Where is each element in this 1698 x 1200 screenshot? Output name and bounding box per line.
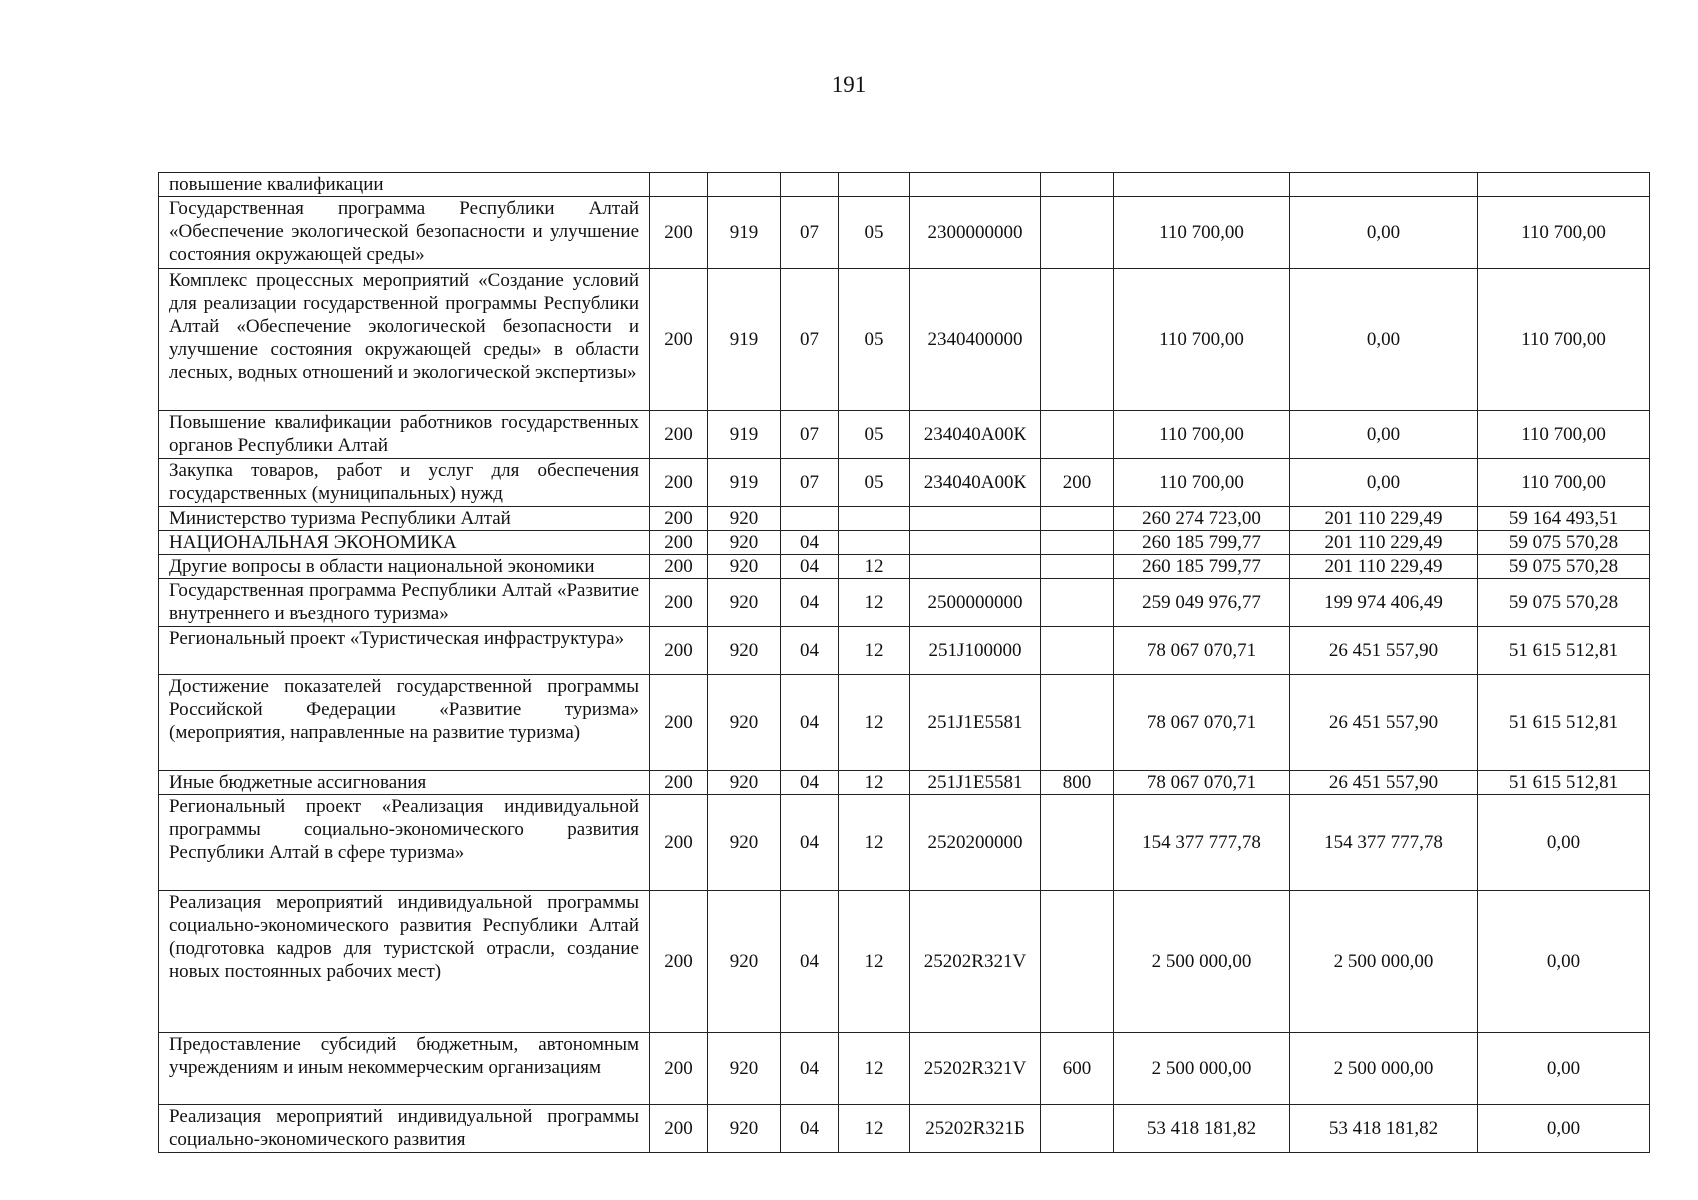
amount-federal-cell: 201 110 229,49 <box>1290 531 1478 555</box>
target-article-cell: 251J100000 <box>910 627 1041 675</box>
ministry-code-cell <box>708 173 781 197</box>
budget-item-name: Государственная программа Республики Алтай «Обеспечение экологической безопасности и улучшение состояния окружающей среды» <box>159 197 650 269</box>
expense-type-cell <box>1041 411 1114 459</box>
ministry-code-cell: 920 <box>708 675 781 771</box>
table-row <box>159 795 1650 891</box>
expense-type-cell <box>1041 675 1114 771</box>
budget-item-name: Другие вопросы в области национальной экономики <box>159 555 650 579</box>
expense-type-cell <box>1041 1105 1114 1153</box>
ministry-code-cell: 920 <box>708 1105 781 1153</box>
amount-regional-cell: 59 075 570,28 <box>1478 531 1650 555</box>
page-number: 191 <box>831 72 867 97</box>
subsection-code-cell: 12 <box>839 579 910 627</box>
subsection-code-cell: 05 <box>839 459 910 507</box>
ministry-code-cell: 920 <box>708 771 781 795</box>
ministry-code-cell: 920 <box>708 627 781 675</box>
table-row <box>159 555 1650 579</box>
amount-total-cell: 2 500 000,00 <box>1114 1033 1290 1105</box>
section-code-cell: 04 <box>781 771 839 795</box>
ministry-code-cell: 919 <box>708 269 781 411</box>
amount-regional-cell: 110 700,00 <box>1478 269 1650 411</box>
target-article-cell: 2500000000 <box>910 579 1041 627</box>
code-cell: 200 <box>650 507 708 531</box>
target-article-cell: 251J1E5581 <box>910 675 1041 771</box>
code-cell: 200 <box>650 795 708 891</box>
ministry-code-cell: 919 <box>708 459 781 507</box>
amount-federal-cell: 2 500 000,00 <box>1290 891 1478 1033</box>
budget-item-name: Региональный проект «Реализация индивидуальной программы социально-экономического развития Республики Алтай в сфере туризма» <box>159 795 650 891</box>
expense-type-cell: 200 <box>1041 459 1114 507</box>
budget-item-name: НАЦИОНАЛЬНАЯ ЭКОНОМИКА <box>159 531 650 555</box>
table-row <box>159 1105 1650 1153</box>
subsection-code-cell <box>839 507 910 531</box>
amount-total-cell <box>1114 173 1290 197</box>
amount-total-cell: 78 067 070,71 <box>1114 627 1290 675</box>
ministry-code-cell: 920 <box>708 891 781 1033</box>
budget-item-name: Реализация мероприятий индивидуальной программы социально-экономического развития <box>159 1105 650 1153</box>
code-cell: 200 <box>650 1033 708 1105</box>
target-article-cell: 234040А00К <box>910 459 1041 507</box>
amount-total-cell: 154 377 777,78 <box>1114 795 1290 891</box>
amount-regional-cell: 59 075 570,28 <box>1478 579 1650 627</box>
section-code-cell: 04 <box>781 555 839 579</box>
section-code-cell: 07 <box>781 459 839 507</box>
budget-item-name: Региональный проект «Туристическая инфраструктура» <box>159 627 650 675</box>
expense-type-cell <box>1041 507 1114 531</box>
amount-total-cell: 110 700,00 <box>1114 459 1290 507</box>
section-code-cell: 07 <box>781 411 839 459</box>
code-cell: 200 <box>650 1105 708 1153</box>
table-row <box>159 269 1650 411</box>
subsection-code-cell: 05 <box>839 269 910 411</box>
ministry-code-cell: 920 <box>708 507 781 531</box>
ministry-code-cell: 920 <box>708 555 781 579</box>
code-cell: 200 <box>650 675 708 771</box>
table-row <box>159 173 1650 197</box>
amount-federal-cell <box>1290 173 1478 197</box>
amount-federal-cell: 53 418 181,82 <box>1290 1105 1478 1153</box>
expense-type-cell <box>1041 269 1114 411</box>
amount-federal-cell: 201 110 229,49 <box>1290 555 1478 579</box>
ministry-code-cell: 920 <box>708 1033 781 1105</box>
amount-federal-cell: 0,00 <box>1290 197 1478 269</box>
amount-total-cell: 2 500 000,00 <box>1114 891 1290 1033</box>
ministry-code-cell: 920 <box>708 531 781 555</box>
subsection-code-cell <box>839 173 910 197</box>
ministry-code-cell: 919 <box>708 197 781 269</box>
table-row <box>159 627 1650 675</box>
amount-regional-cell: 51 615 512,81 <box>1478 627 1650 675</box>
amount-total-cell: 78 067 070,71 <box>1114 771 1290 795</box>
code-cell: 200 <box>650 197 708 269</box>
amount-federal-cell: 154 377 777,78 <box>1290 795 1478 891</box>
amount-regional-cell: 0,00 <box>1478 891 1650 1033</box>
ministry-code-cell: 920 <box>708 795 781 891</box>
amount-total-cell: 110 700,00 <box>1114 411 1290 459</box>
amount-federal-cell: 201 110 229,49 <box>1290 507 1478 531</box>
target-article-cell: 25202R321Б <box>910 1105 1041 1153</box>
amount-regional-cell: 0,00 <box>1478 795 1650 891</box>
code-cell: 200 <box>650 579 708 627</box>
amount-regional-cell: 110 700,00 <box>1478 411 1650 459</box>
expense-type-cell <box>1041 795 1114 891</box>
amount-total-cell: 53 418 181,82 <box>1114 1105 1290 1153</box>
code-cell: 200 <box>650 531 708 555</box>
section-code-cell <box>781 507 839 531</box>
amount-regional-cell: 110 700,00 <box>1478 459 1650 507</box>
budget-table <box>158 172 1650 1153</box>
amount-regional-cell: 51 615 512,81 <box>1478 771 1650 795</box>
amount-federal-cell: 0,00 <box>1290 411 1478 459</box>
amount-total-cell: 260 185 799,77 <box>1114 555 1290 579</box>
code-cell: 200 <box>650 771 708 795</box>
target-article-cell <box>910 173 1041 197</box>
budget-item-name: Государственная программа Республики Алтай «Развитие внутреннего и въездного туризма» <box>159 579 650 627</box>
expense-type-cell: 600 <box>1041 1033 1114 1105</box>
amount-regional-cell: 110 700,00 <box>1478 197 1650 269</box>
expense-type-cell <box>1041 891 1114 1033</box>
budget-item-name: Закупка товаров, работ и услуг для обеспечения государственных (муниципальных) нужд <box>159 459 650 507</box>
code-cell: 200 <box>650 269 708 411</box>
section-code-cell: 04 <box>781 675 839 771</box>
budget-item-name: Министерство туризма Республики Алтай <box>159 507 650 531</box>
section-code-cell: 04 <box>781 1033 839 1105</box>
expense-type-cell <box>1041 555 1114 579</box>
section-code-cell: 04 <box>781 795 839 891</box>
amount-regional-cell: 59 164 493,51 <box>1478 507 1650 531</box>
expense-type-cell <box>1041 197 1114 269</box>
expense-type-cell <box>1041 531 1114 555</box>
table-row <box>159 411 1650 459</box>
amount-regional-cell: 51 615 512,81 <box>1478 675 1650 771</box>
code-cell: 200 <box>650 555 708 579</box>
target-article-cell: 234040А00К <box>910 411 1041 459</box>
budget-item-name: Повышение квалификации работников государственных органов Республики Алтай <box>159 411 650 459</box>
amount-federal-cell: 0,00 <box>1290 459 1478 507</box>
code-cell <box>650 173 708 197</box>
budget-item-name: Предоставление субсидий бюджетным, автономным учреждениям и иным некоммерческим организациям <box>159 1033 650 1105</box>
section-code-cell: 04 <box>781 579 839 627</box>
amount-regional-cell: 59 075 570,28 <box>1478 555 1650 579</box>
expense-type-cell <box>1041 579 1114 627</box>
budget-item-name: Достижение показателей государственной программы Российской Федерации «Развитие туризма» (мероприятия, направленные на развитие туризма) <box>159 675 650 771</box>
section-code-cell: 04 <box>781 1105 839 1153</box>
section-code-cell: 04 <box>781 531 839 555</box>
amount-federal-cell: 26 451 557,90 <box>1290 627 1478 675</box>
ministry-code-cell: 920 <box>708 579 781 627</box>
amount-total-cell: 259 049 976,77 <box>1114 579 1290 627</box>
table-row <box>159 771 1650 795</box>
subsection-code-cell: 12 <box>839 1033 910 1105</box>
code-cell: 200 <box>650 891 708 1033</box>
table-row <box>159 675 1650 771</box>
code-cell: 200 <box>650 411 708 459</box>
subsection-code-cell <box>839 531 910 555</box>
table-row <box>159 531 1650 555</box>
section-code-cell: 07 <box>781 197 839 269</box>
ministry-code-cell: 919 <box>708 411 781 459</box>
amount-federal-cell: 199 974 406,49 <box>1290 579 1478 627</box>
section-code-cell <box>781 173 839 197</box>
amount-regional-cell: 0,00 <box>1478 1105 1650 1153</box>
table-row <box>159 1033 1650 1105</box>
amount-total-cell: 260 274 723,00 <box>1114 507 1290 531</box>
amount-federal-cell: 0,00 <box>1290 269 1478 411</box>
budget-item-name: Комплекс процессных мероприятий «Создание условий для реализации государственной программы Республики Алтай «Обеспечение экологической безопасности и улучшение состояния окружающей среды» в области лесных, водных отношений и экологической экспертизы» <box>159 269 650 411</box>
budget-item-name: Реализация мероприятий индивидуальной программы социально-экономического развития Республики Алтай (подготовка кадров для туристской отрасли, создание новых постоянных рабочих мест) <box>159 891 650 1033</box>
target-article-cell: 25202R321V <box>910 1033 1041 1105</box>
subsection-code-cell: 12 <box>839 627 910 675</box>
table-row <box>159 459 1650 507</box>
target-article-cell: 2340400000 <box>910 269 1041 411</box>
code-cell: 200 <box>650 627 708 675</box>
target-article-cell <box>910 555 1041 579</box>
table-row <box>159 197 1650 269</box>
target-article-cell: 25202R321V <box>910 891 1041 1033</box>
code-cell: 200 <box>650 459 708 507</box>
expense-type-cell: 800 <box>1041 771 1114 795</box>
table-row <box>159 891 1650 1033</box>
subsection-code-cell: 12 <box>839 675 910 771</box>
subsection-code-cell: 12 <box>839 891 910 1033</box>
budget-item-name: повышение квалификации <box>159 173 650 197</box>
section-code-cell: 04 <box>781 627 839 675</box>
table-row <box>159 507 1650 531</box>
target-article-cell: 251J1E5581 <box>910 771 1041 795</box>
subsection-code-cell: 05 <box>839 197 910 269</box>
amount-federal-cell: 26 451 557,90 <box>1290 771 1478 795</box>
target-article-cell: 2300000000 <box>910 197 1041 269</box>
subsection-code-cell: 05 <box>839 411 910 459</box>
table-row <box>159 579 1650 627</box>
section-code-cell: 04 <box>781 891 839 1033</box>
subsection-code-cell: 12 <box>839 771 910 795</box>
amount-federal-cell: 26 451 557,90 <box>1290 675 1478 771</box>
amount-federal-cell: 2 500 000,00 <box>1290 1033 1478 1105</box>
target-article-cell <box>910 507 1041 531</box>
expense-type-cell <box>1041 173 1114 197</box>
amount-regional-cell <box>1478 173 1650 197</box>
amount-total-cell: 78 067 070,71 <box>1114 675 1290 771</box>
budget-item-name: Иные бюджетные ассигнования <box>159 771 650 795</box>
target-article-cell <box>910 531 1041 555</box>
section-code-cell: 07 <box>781 269 839 411</box>
subsection-code-cell: 12 <box>839 795 910 891</box>
expense-type-cell <box>1041 627 1114 675</box>
subsection-code-cell: 12 <box>839 555 910 579</box>
subsection-code-cell: 12 <box>839 1105 910 1153</box>
amount-regional-cell: 0,00 <box>1478 1033 1650 1105</box>
target-article-cell: 2520200000 <box>910 795 1041 891</box>
amount-total-cell: 260 185 799,77 <box>1114 531 1290 555</box>
amount-total-cell: 110 700,00 <box>1114 197 1290 269</box>
amount-total-cell: 110 700,00 <box>1114 269 1290 411</box>
